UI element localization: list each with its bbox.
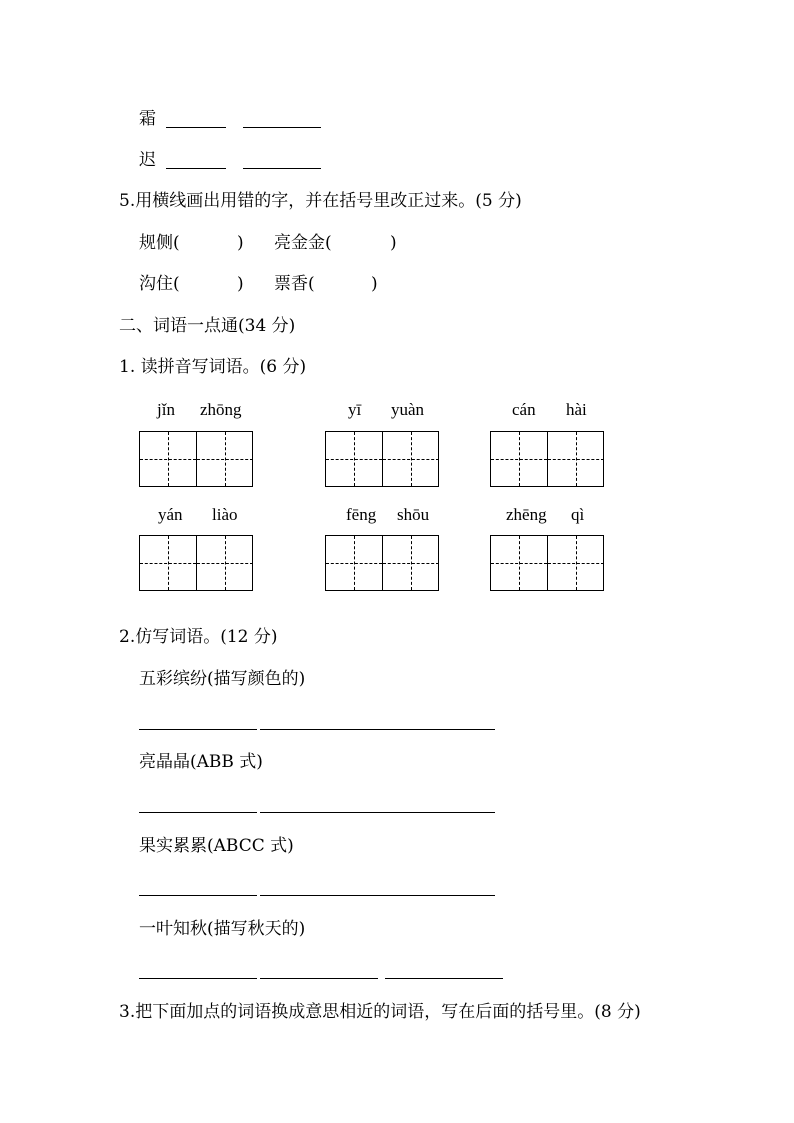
writing-grid[interactable]	[139, 431, 253, 487]
pinyin-syllable: fēng	[346, 505, 377, 524]
item-char: 霜	[139, 109, 156, 129]
pinyin-syllable: zhōng	[200, 400, 242, 419]
pinyin-syllable: yī	[348, 400, 362, 419]
q5-item-word: 票香(	[274, 274, 315, 294]
item-char: 迟	[139, 150, 156, 170]
answer-blank[interactable]	[139, 895, 257, 896]
pinyin-syllable: hài	[566, 400, 587, 419]
q5-item-paren: )	[237, 274, 244, 294]
answer-blank[interactable]	[260, 812, 495, 813]
q5-item-word: 沟住(	[139, 274, 180, 294]
q5-item-paren: )	[371, 274, 378, 294]
q2-prompt: 亮晶晶(ABB 式)	[139, 752, 263, 772]
writing-grid[interactable]	[325, 431, 439, 487]
writing-grid[interactable]	[325, 535, 439, 591]
answer-blank[interactable]	[166, 168, 226, 169]
q2-prompt: 五彩缤纷(描写颜色的)	[139, 669, 306, 689]
q2-prompt: 一叶知秋(描写秋天的)	[139, 919, 306, 939]
answer-blank[interactable]	[260, 978, 378, 979]
q5-item-word: 亮金金(	[274, 233, 332, 253]
pinyin-syllable: jǐn	[157, 400, 175, 419]
question-3-title: 3.把下面加点的词语换成意思相近的词语，写在后面的括号里。(8 分)	[119, 1002, 641, 1022]
question-1-title: 1. 读拼音写词语。(6 分)	[119, 357, 307, 377]
answer-blank[interactable]	[243, 127, 321, 128]
pinyin-syllable: qì	[571, 505, 585, 524]
q5-item-paren: )	[390, 233, 397, 253]
writing-grid[interactable]	[139, 535, 253, 591]
answer-blank[interactable]	[385, 978, 503, 979]
q5-item-word: 规侧(	[139, 233, 180, 253]
question-2-title: 2.仿写词语。(12 分)	[119, 627, 278, 647]
q2-prompt: 果实累累(ABCC 式)	[139, 836, 294, 856]
answer-blank[interactable]	[139, 729, 257, 730]
answer-blank[interactable]	[260, 729, 495, 730]
pinyin-syllable: shōu	[397, 505, 430, 524]
pinyin-syllable: liào	[212, 505, 238, 524]
pinyin-syllable: cán	[512, 400, 536, 419]
writing-grid[interactable]	[490, 431, 604, 487]
answer-blank[interactable]	[139, 812, 257, 813]
writing-grid[interactable]	[490, 535, 604, 591]
answer-blank[interactable]	[166, 127, 226, 128]
answer-blank[interactable]	[260, 895, 495, 896]
pinyin-syllable: zhēng	[506, 505, 547, 524]
question-5-title: 5.用横线画出用错的字，并在括号里改正过来。(5 分)	[119, 191, 522, 211]
answer-blank[interactable]	[243, 168, 321, 169]
answer-blank[interactable]	[139, 978, 257, 979]
pinyin-syllable: yuàn	[391, 400, 425, 419]
q5-item-paren: )	[237, 233, 244, 253]
section-2-title: 二、词语一点通(34 分)	[119, 316, 296, 336]
pinyin-syllable: yán	[158, 505, 183, 524]
